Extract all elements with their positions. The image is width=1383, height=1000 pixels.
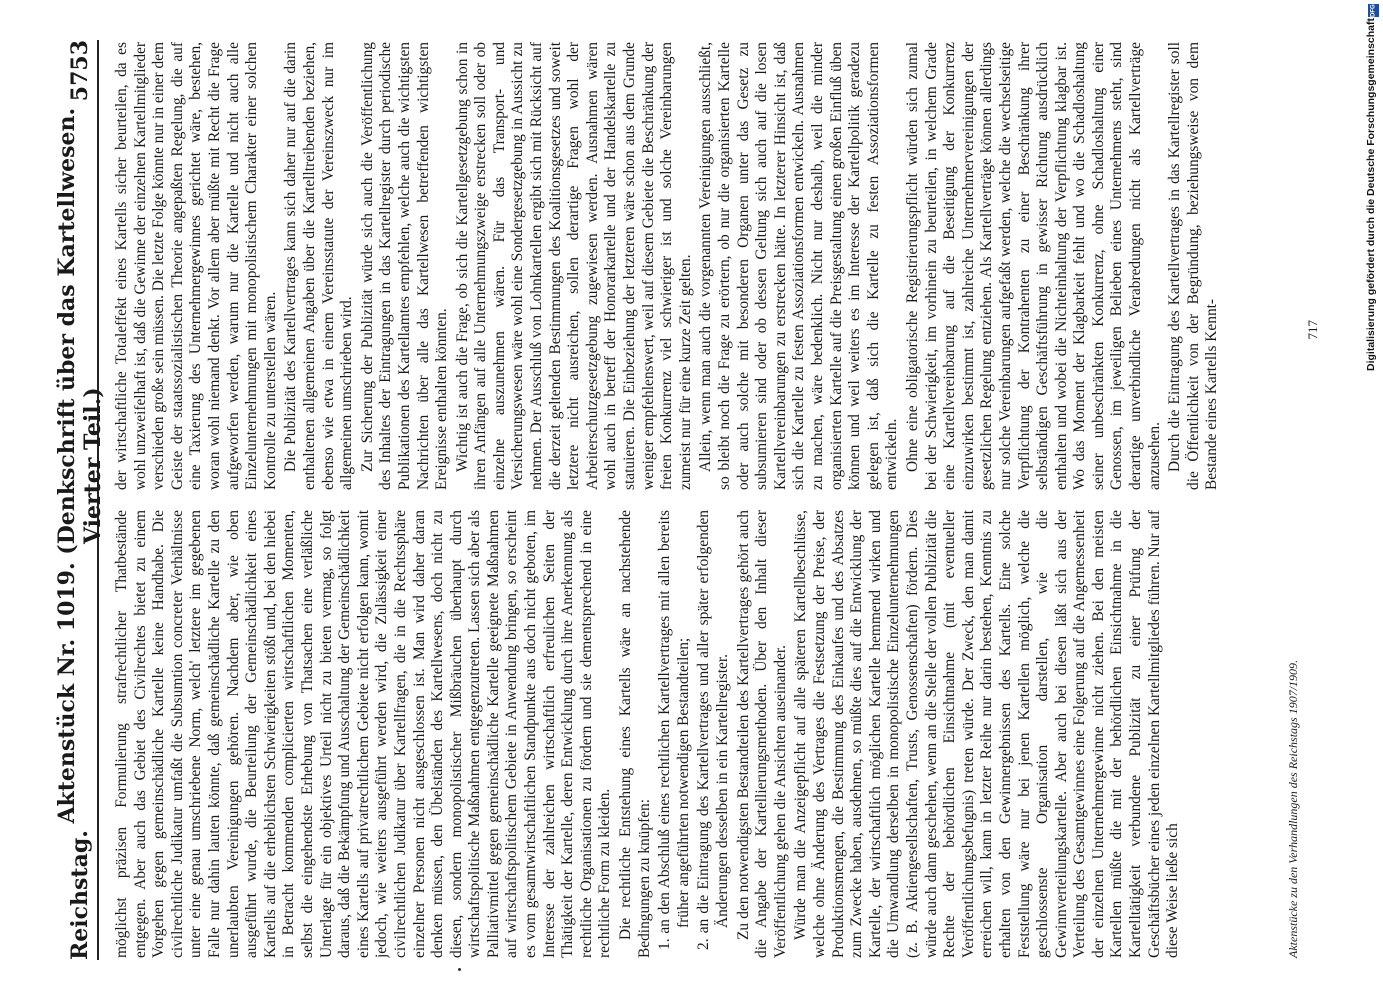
header-title: Aktenstück Nr. 1019. (Denkschrift über das Kartellwesen. Vierter Teil.) xyxy=(54,107,106,824)
header-page-number: 5753 xyxy=(67,40,93,102)
right-paragraph: Allein, wenn man auch die vorgenannten Vereinigungen ausschließt, so bleibt noch die Frage zu erörtern, ob nur die organisierten Kartelle oder auch solche mit besonderen Organen unter das Gesetz zu subsumieren sind oder ob dessen Geltung sich auch auf die losen Kartellvereinbarungen zu erstrecken hätte. In letzterer Hinsicht ist, daß sich die Kartelle zu festen Assoziationsformen entwickeln. Ausnahmen zu machen, wäre bedenklich. Nicht nur deshalb, weil die minder organisierten Kartelle auf die Preisgestaltung einen großen Einfluß üben können und weil weiters es im Interesse der Kartellpolitik geradezu gelegen ist, daß sich die Kartelle zu festen Assoziationsformen entwickeln. xyxy=(697,42,901,490)
right-paragraph: Durch die Eintragung des Kartellvertrages in das Kartellregister soll die Öffentlichkeit von der Begründung, beziehungsweise von dem Bestande eines Kartells Kennt- xyxy=(1166,42,1221,490)
left-list-item: 2. an die Eintragung des Kartellvertrages und aller später erfolgenden Änderungen desselben in ein Kartellregister. xyxy=(695,510,731,950)
digitization-credit: Digitalisierung gefördert durch die Deutsche Forschungsgemeinschaft xyxy=(1365,18,1377,371)
left-column xyxy=(113,510,1263,958)
left-paragraph: Die rechtliche Entstehung eines Kartells wäre an nachstehende Bedingungen zu knüpfen: xyxy=(617,510,653,958)
page-header xyxy=(54,40,106,960)
right-paragraph: Wichtig ist auch die Frage, ob sich die Kartellgesetzgebung schon in ihren Anfängen auf alle Unternehmungszweige erstrecken soll oder ob einzelne auszunehmen wären. Für das Transport- und Versicherungswesen wäre wohl eine Sondergesetzgebung in Aussicht zu nehmen. Der Ausschluß von Lohnkartellen ergibt sich mit Rücksicht auf die derzeit geltenden Bestimmungen des Koalitionsgesetzes und soweit letztere nicht ausreichen, sollen derartige Fragen wohl der Arbeiterschutzgesetzgebung zugewiesen werden. Ausnahmen wären wohl auch in betreff der Honorarkartelle und der Handelskartelle zu statuieren. Die Einbeziehung der letzteren wäre schon aus dem Grunde weniger empfehlenswert, weil auf diesem Gebiete die Beschränkung der freien Konkurrenz viel schwieriger ist und solche Vereinbarungen zumeist nur für eine kurze Zeit gelten. xyxy=(453,42,694,490)
scan-speck xyxy=(458,968,461,971)
right-paragraph: Ohne eine obligatorische Registrierungspflicht würden sich zumal bei der Schwierigkeit, im vorhinein zu beurteilen, in welchem Grade eine Kartellvereinbarung auf die Beseitigung der Konkurrenz einzuwirken bestimmt ist, zahlreiche Unternehmervereinigungen der gesetzlichen Regelung entziehen. Als Kartellverträge können allerdings nur solche Vereinbarungen aufgefaßt werden, welche die wechselseitige Verpflichtung der Kontrahenten zu einer Beschränkung ihrer selbständigen Geschäftsführung in gewisser Richtung ausdrücklich enthalten und wobei die Nichteinhaltung der Verpflichtung klagbar ist. Wo das Moment der Klagbarkeit fehlt und wo die Schadloshaltung seiner unbeschränkten Konkurrenz, ohne Schadloshaltung einer Genossen, im jeweiligen Belieben eines Unternehmens steht, sind derartige unverbindliche Verabredungen nicht als Kartellverträge anzusehen. xyxy=(903,42,1163,490)
header-left: Reichstag. xyxy=(67,830,93,960)
right-paragraph: Zur Sicherung der Publizität würde sich auch die Veröffentlichung des Inhaltes der Eintragungen in das Kartellregister durch periodische Publikationen des Kartellamtes empfehlen, welche auch die wichtigsten Nachrichten über alle das Kartellwesen betreffenden wichtigsten Ereignisse enthalten könnten. xyxy=(358,42,451,490)
right-column xyxy=(113,42,1263,490)
footer-page-number: 717 xyxy=(1305,320,1320,340)
left-paragraph: möglichst präzisen Formulierung strafrechtlicher Thatbestände entgegen. Aber auch das Gebiet des Civilrechtes bietet zu einem Vorgehen gegen gemeinschädliche Kartelle keine Handhabe. Die civilrechtliche Judikatur umfaßt die Subsumtion concreter Verhältnisse unter eine genau umschriebene Norm, welch' letztere im gegebenen Falle nur dahin lauten könnte, daß gemeinschädliche Kartelle zu den unerlaubten Vereinigungen gehören. Nachdem aber, wie oben ausgeführt wurde, die Beurteilung der Gemeinschädlichkeit eines Kartells auf die erheblichsten Schwierigkeiten stößt und, bei den hiebei in Betracht kommenden complicierten wirtschaftlichen Momenten, selbst die eingehendste Erhebung von Thatsachen eine verläßliche Unterlage für ein objektives Urteil nicht zu bieten vermag, so folgt daraus, daß die Bekämpfung und Ausschaltung der Gemeinschädlichkeit eines Kartells auf privatrechtlichem Gebiete nicht erfolgen kann, womit jedoch, wie weiters ausgeführt werden wird, die Zulässigkeit einer civilrechtlichen Judikatur über Kartellfragen, die in die Rechtssphäre einzelner Personen nicht ausgeschlossen ist. Man wird daher daran denken müssen, den Übelständen des Kartellwesens, doch nicht zu diesen, sondern monopolistischer Mißbräuchen überhaupt durch wirtschaftspolitische Maßnahmen entgegenzutreten. Lassen sich aber als Palliativmittel gegen gemeinschädliche Kartelle geeignete Maßnahmen auf wirtschaftspolitischem Gebiete in Anwendung bringen, so erscheint es vom gesamtwirtschaftlichen Standpunkte aus doch nicht geboten, im Interesse der zahlreichen wirtschaftlich erfreulichen Seiten der Thätigkeit der Kartelle, deren Entwicklung durch ihre Anerkennung als rechtliche Organisationen zu fördern und sie dementsprechend in eine rechtliche Form zu kleiden. xyxy=(113,510,614,958)
dfg-logo-icon: DFG xyxy=(1368,4,1379,17)
right-paragraph: der wirtschaftliche Totaleffekt eines Kartells sicher beurteilen, da es wohl unzweifelhaft ist, daß die Gewinne der einzelnen Kartellmitglieder verschieden große sein müssen. Die letzte Folge könnte nur in einer dem Geiste der staatssozialistischen Theorie angepaßten Regelung, die auf eine Taxierung des Unternehmergewinnes gerichtet wäre, bestehen, woran wohl niemand denkt. Vor allem aber müßte mit Recht die Frage aufgeworfen werden, warum nur die Kartelle und nicht auch alle Einzelunternehmungen mit monopolistischem Charakter einer solchen Kontrolle zu unterstellen wären. xyxy=(113,42,279,490)
left-paragraph: Zu den notwendigsten Bestandteilen des Kartellvertrages gehört auch die Angabe der Kartellierungsmethoden. Über den Inhalt dieser Veröffentlichung gehen die Ansichten auseinander. xyxy=(734,510,789,958)
footer-source: Aktenstücke zu den Verhandlungen des Reichstags 1907/1909. xyxy=(1286,659,1300,958)
document-page xyxy=(41,20,1341,980)
right-paragraph: Die Publizität des Kartellvertrages kann sich daher nur auf die darin enthaltenen allgemeinen Angaben über die Kartelltreibenden beziehen, ebenso wie etwa in einem Vereinsstatute der Vereinszweck nur im allgemeinen umschrieben wird. xyxy=(282,42,356,490)
left-list-item: 1. an den Abschluß eines rechtlichen Kartellvertrages mit allen bereits früher angeführten notwendigen Bestandteilen; xyxy=(656,510,692,950)
left-paragraph: Würde man die Anzeigepflicht auf alle späteren Kartellbeschlüsse, welche ohne Änderung des Vertrages die Festsetzung der Preise, der Produktionsmengen, die Bestimmung des Einkaufes und des Absatzes zum Zwecke haben, ausdehnen, so müßte dies auf die Entwicklung der Kartelle, der wirtschaftlich möglichen Kartelle hemmend wirken und die Umwandlung derselben in monopolistische Einzelunternehmungen (z. B. Aktiengesellschaften, Trusts, Genossenschaften) fördern. Dies würde auch dann geschehen, wenn an die Stelle der vollen Publizität die Rechte der behördlichen Einsichtnahme (mit eventueller Veröffentlichungsbefugnis) treten würde. Der Zweck, den man damit erreichen will, kann in letzter Reihe nur darin bestehen, Kenntnis zu erhalten von den Gewinnergebnissen des Kartells. Eine solche Feststellung wäre nur bei jenen Kartellen möglich, welche die geschlossenste Organisation darstellen, wie die Gewinnverteilungskartelle. Aber auch bei diesen läßt sich aus der Verteilung des Gesamtgewinnes eine Folgerung auf die Angemessenheit der einzelnen Unternehmergewinne nicht ziehen. Bei den meisten Kartellen müßte die mit der behördlichen Einsichtnahme in die Kartelltätigkeit verbundene Publizität zu einer Prüfung der Geschäftsbücher eines jeden einzelnen Kartellmitgliedes führen. Nur auf diese Weise ließe sich xyxy=(792,510,1182,958)
